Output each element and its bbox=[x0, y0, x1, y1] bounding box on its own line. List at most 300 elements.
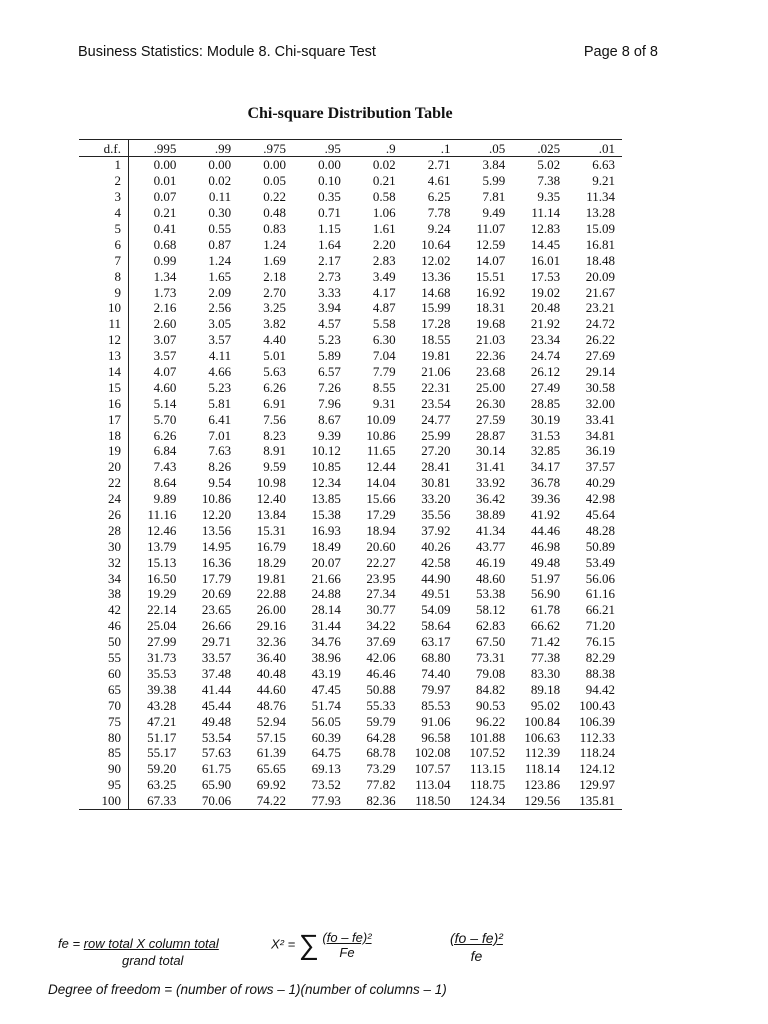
table-row bbox=[79, 713, 622, 729]
value-cell: 4.11 bbox=[208, 348, 232, 364]
value-cell: 53.54 bbox=[201, 729, 232, 745]
value-cell: 22.31 bbox=[421, 379, 451, 395]
value-cell: 55.33 bbox=[366, 697, 396, 713]
column-header-alpha: .025 bbox=[512, 140, 567, 157]
value-cell: 4.66 bbox=[208, 364, 232, 380]
value-cell: 73.31 bbox=[476, 650, 506, 666]
value-cell: 5.81 bbox=[208, 395, 232, 411]
fe-denominator: grand total bbox=[122, 953, 184, 968]
value-cell: 44.60 bbox=[256, 681, 286, 697]
table-row bbox=[79, 236, 622, 252]
value-cell: 27.34 bbox=[366, 586, 396, 602]
value-cell: 36.78 bbox=[530, 475, 561, 491]
value-cell: 31.53 bbox=[530, 427, 561, 443]
df-cell: 5 bbox=[79, 221, 129, 237]
value-cell: 10.86 bbox=[201, 491, 232, 507]
value-cell: 1.24 bbox=[208, 252, 232, 268]
value-cell: 22.27 bbox=[366, 554, 396, 570]
value-cell: 59.20 bbox=[147, 761, 177, 777]
value-cell: 102.08 bbox=[414, 745, 451, 761]
value-cell: 135.81 bbox=[567, 793, 622, 809]
fe-label: fe = bbox=[58, 936, 84, 951]
value-cell: 59.79 bbox=[366, 713, 396, 729]
value-cell: 12.20 bbox=[201, 507, 232, 523]
value-cell: 35.56 bbox=[421, 507, 451, 523]
value-cell: 118.75 bbox=[470, 777, 506, 793]
value-cell: 18.31 bbox=[476, 300, 506, 316]
value-cell: 34.81 bbox=[585, 427, 615, 443]
value-cell: 0.83 bbox=[263, 221, 286, 236]
value-cell: 0.10 bbox=[318, 173, 341, 189]
value-cell: 12.46 bbox=[147, 522, 177, 538]
value-cell: 0.01 bbox=[153, 173, 177, 189]
value-cell: 107.52 bbox=[469, 745, 506, 761]
df-cell: 100 bbox=[79, 793, 129, 809]
df-cell: 90 bbox=[79, 761, 129, 777]
value-cell: 6.25 bbox=[427, 189, 451, 205]
value-cell: 47.45 bbox=[311, 681, 341, 697]
value-cell: 20.48 bbox=[530, 300, 561, 316]
table-row bbox=[79, 221, 622, 237]
value-cell: 21.03 bbox=[476, 332, 506, 348]
summation-symbol: ∑ bbox=[298, 929, 319, 960]
value-cell: 42.58 bbox=[421, 554, 451, 570]
value-cell: 129.56 bbox=[512, 793, 567, 809]
value-cell: 112.39 bbox=[524, 745, 561, 761]
value-cell: 9.21 bbox=[592, 173, 615, 189]
table-row bbox=[79, 554, 622, 570]
value-cell: 70.06 bbox=[183, 793, 238, 809]
value-cell: 5.23 bbox=[208, 379, 232, 395]
value-cell: 7.01 bbox=[208, 427, 232, 443]
value-cell: 8.26 bbox=[208, 459, 232, 475]
value-cell: 31.73 bbox=[147, 650, 177, 666]
value-cell: 20.07 bbox=[311, 554, 341, 570]
column-header-alpha: .01 bbox=[567, 140, 622, 157]
table-row bbox=[79, 300, 622, 316]
table-row bbox=[79, 507, 622, 523]
value-cell: 14.95 bbox=[201, 538, 232, 554]
value-cell: 30.14 bbox=[476, 443, 506, 459]
value-cell: 6.91 bbox=[263, 395, 286, 411]
table-row bbox=[79, 443, 622, 459]
table-row bbox=[79, 475, 622, 491]
value-cell: 9.89 bbox=[153, 491, 177, 507]
value-cell: 6.84 bbox=[153, 443, 177, 459]
df-cell: 24 bbox=[79, 491, 129, 507]
value-cell: 68.80 bbox=[421, 650, 451, 666]
value-cell: 33.20 bbox=[421, 491, 451, 507]
table-row bbox=[79, 522, 622, 538]
value-cell: 18.94 bbox=[366, 522, 396, 538]
value-cell: 4.07 bbox=[153, 364, 177, 380]
chi-label: X² = bbox=[271, 936, 299, 952]
value-cell: 29.16 bbox=[256, 618, 286, 634]
value-cell: 63.17 bbox=[421, 634, 451, 650]
value-cell: 1.34 bbox=[153, 268, 177, 284]
chi-square-table bbox=[79, 139, 622, 810]
value-cell: 7.96 bbox=[318, 395, 341, 411]
value-cell: 37.48 bbox=[201, 665, 232, 681]
value-cell: 3.05 bbox=[208, 316, 232, 332]
value-cell: 50.89 bbox=[585, 538, 615, 554]
value-cell: 79.08 bbox=[476, 665, 506, 681]
value-cell: 9.49 bbox=[482, 205, 506, 221]
value-cell: 38.89 bbox=[476, 507, 506, 523]
table-row bbox=[79, 681, 622, 697]
value-cell: 49.48 bbox=[201, 713, 232, 729]
value-cell: 11.07 bbox=[476, 221, 506, 236]
value-cell: 12.83 bbox=[530, 221, 561, 236]
value-cell: 21.67 bbox=[585, 284, 615, 300]
table-row bbox=[79, 491, 622, 507]
value-cell: 14.04 bbox=[366, 475, 396, 491]
table-row bbox=[79, 666, 622, 682]
value-cell: 57.63 bbox=[201, 745, 232, 761]
value-cell: 30.19 bbox=[530, 411, 561, 427]
value-cell: 1.24 bbox=[263, 236, 286, 252]
value-cell: 56.05 bbox=[311, 713, 341, 729]
value-cell: 8.55 bbox=[372, 379, 396, 395]
value-cell: 100.43 bbox=[579, 697, 615, 713]
value-cell: 29.14 bbox=[585, 364, 615, 380]
value-cell: 44.46 bbox=[530, 522, 561, 538]
value-cell: 37.69 bbox=[366, 634, 396, 650]
table-row bbox=[79, 379, 622, 395]
value-cell: 13.36 bbox=[421, 268, 451, 284]
value-cell: 25.00 bbox=[476, 379, 506, 395]
df-cell: 38 bbox=[79, 586, 129, 602]
value-cell: 74.40 bbox=[421, 665, 451, 681]
value-cell: 58.12 bbox=[476, 602, 506, 618]
df-cell: 15 bbox=[79, 379, 129, 395]
value-cell: 45.64 bbox=[585, 507, 615, 523]
value-cell: 5.70 bbox=[153, 411, 177, 427]
value-cell: 107.57 bbox=[414, 761, 451, 777]
value-cell: 8.23 bbox=[263, 427, 286, 443]
value-cell: 112.33 bbox=[579, 729, 615, 745]
value-cell: 2.60 bbox=[153, 316, 177, 332]
value-cell: 23.54 bbox=[421, 395, 451, 411]
value-cell: 82.36 bbox=[348, 793, 403, 809]
table-row bbox=[79, 252, 622, 268]
value-cell: 23.21 bbox=[585, 300, 615, 316]
value-cell: 2.71 bbox=[427, 157, 451, 173]
value-cell: 113.04 bbox=[415, 777, 451, 793]
value-cell: 67.50 bbox=[476, 634, 506, 650]
value-cell: 52.94 bbox=[256, 713, 286, 729]
value-cell: 53.49 bbox=[585, 554, 615, 570]
value-cell: 14.68 bbox=[421, 284, 451, 300]
value-cell: 9.35 bbox=[537, 189, 561, 205]
value-cell: 66.21 bbox=[585, 602, 615, 618]
value-cell: 3.57 bbox=[153, 348, 177, 364]
df-cell: 28 bbox=[79, 522, 129, 538]
table-row bbox=[79, 332, 622, 348]
table-row bbox=[79, 157, 622, 173]
value-cell: 18.29 bbox=[256, 554, 286, 570]
value-cell: 16.81 bbox=[585, 236, 615, 252]
value-cell: 43.77 bbox=[476, 538, 506, 554]
value-cell: 124.12 bbox=[579, 761, 615, 777]
value-cell: 51.74 bbox=[311, 697, 341, 713]
table-row bbox=[79, 268, 622, 284]
df-cell: 11 bbox=[79, 316, 129, 332]
value-cell: 7.26 bbox=[318, 379, 341, 395]
value-cell: 33.41 bbox=[585, 411, 615, 427]
value-cell: 90.53 bbox=[476, 697, 506, 713]
value-cell: 3.33 bbox=[318, 284, 341, 300]
value-cell: 0.68 bbox=[153, 236, 177, 252]
value-cell: 15.66 bbox=[366, 491, 396, 507]
value-cell: 23.34 bbox=[530, 332, 561, 348]
value-cell: 26.66 bbox=[201, 618, 232, 634]
value-cell: 61.16 bbox=[585, 586, 615, 602]
value-cell: 4.40 bbox=[263, 332, 286, 348]
value-cell: 69.92 bbox=[256, 777, 286, 793]
value-cell: 2.09 bbox=[208, 284, 232, 300]
value-cell: 18.48 bbox=[585, 252, 615, 268]
df-cell: 20 bbox=[79, 459, 129, 475]
value-cell: 46.98 bbox=[530, 538, 561, 554]
value-cell: 12.59 bbox=[476, 236, 506, 252]
column-header-alpha: .1 bbox=[403, 140, 458, 157]
value-cell: 35.53 bbox=[147, 665, 177, 681]
df-cell: 6 bbox=[79, 236, 129, 252]
value-cell: 0.87 bbox=[208, 236, 232, 252]
value-cell: 1.64 bbox=[318, 236, 341, 252]
df-cell: 26 bbox=[79, 507, 129, 523]
value-cell: 44.90 bbox=[421, 570, 451, 586]
value-cell: 16.79 bbox=[256, 538, 286, 554]
df-cell: 65 bbox=[79, 681, 129, 697]
term-numerator: (fo – fe)² bbox=[450, 930, 503, 946]
value-cell: 33.57 bbox=[201, 650, 232, 666]
value-cell: 43.28 bbox=[147, 697, 177, 713]
value-cell: 66.62 bbox=[530, 618, 561, 634]
value-cell: 3.82 bbox=[263, 316, 286, 332]
df-cell: 3 bbox=[79, 189, 129, 205]
df-cell: 9 bbox=[79, 284, 129, 300]
value-cell: 118.14 bbox=[524, 761, 561, 777]
value-cell: 11.16 bbox=[147, 507, 177, 523]
fe-numerator: row total X column total bbox=[83, 936, 219, 951]
value-cell: 58.64 bbox=[421, 618, 451, 634]
df-cell: 14 bbox=[79, 364, 129, 380]
value-cell: 50.88 bbox=[366, 681, 396, 697]
value-cell: 48.28 bbox=[585, 522, 615, 538]
value-cell: 32.85 bbox=[530, 443, 561, 459]
value-cell: 40.48 bbox=[256, 665, 286, 681]
value-cell: 49.51 bbox=[421, 586, 451, 602]
value-cell: 62.83 bbox=[476, 618, 506, 634]
value-cell: 24.88 bbox=[311, 586, 341, 602]
df-cell: 13 bbox=[79, 348, 129, 364]
value-cell: 1.15 bbox=[318, 221, 341, 236]
value-cell: 40.26 bbox=[421, 538, 451, 554]
value-cell: 8.91 bbox=[263, 443, 286, 459]
value-cell: 48.60 bbox=[476, 570, 506, 586]
value-cell: 57.15 bbox=[256, 729, 286, 745]
value-cell: 12.02 bbox=[421, 252, 451, 268]
column-header-alpha: .99 bbox=[183, 140, 238, 157]
table-row bbox=[79, 459, 622, 475]
value-cell: 0.07 bbox=[153, 189, 177, 205]
value-cell: 2.16 bbox=[153, 300, 177, 316]
chi-square-formula bbox=[271, 930, 372, 960]
value-cell: 34.76 bbox=[311, 634, 341, 650]
value-cell: 101.88 bbox=[469, 729, 506, 745]
value-cell: 5.99 bbox=[482, 173, 506, 189]
table-row bbox=[79, 538, 622, 554]
value-cell: 27.99 bbox=[147, 634, 177, 650]
table-row bbox=[79, 602, 622, 618]
value-cell: 9.31 bbox=[372, 395, 396, 411]
value-cell: 15.51 bbox=[476, 268, 506, 284]
value-cell: 23.95 bbox=[366, 570, 396, 586]
value-cell: 51.97 bbox=[530, 570, 561, 586]
value-cell: 15.99 bbox=[421, 300, 451, 316]
value-cell: 82.29 bbox=[585, 650, 615, 666]
value-cell: 0.30 bbox=[208, 205, 232, 221]
value-cell: 23.65 bbox=[201, 602, 232, 618]
df-cell: 70 bbox=[79, 697, 129, 713]
table-row bbox=[79, 570, 622, 586]
value-cell: 34.22 bbox=[366, 618, 396, 634]
value-cell: 20.69 bbox=[201, 586, 232, 602]
value-cell: 9.24 bbox=[427, 221, 451, 236]
value-cell: 7.38 bbox=[537, 173, 561, 189]
value-cell: 17.53 bbox=[530, 268, 561, 284]
value-cell: 9.39 bbox=[318, 427, 341, 443]
expected-frequency-formula bbox=[58, 936, 219, 968]
value-cell: 10.64 bbox=[421, 236, 451, 252]
value-cell: 13.84 bbox=[256, 507, 286, 523]
value-cell: 42.06 bbox=[366, 650, 396, 666]
value-cell: 30.77 bbox=[366, 602, 396, 618]
value-cell: 1.06 bbox=[372, 205, 396, 221]
column-header-alpha: .95 bbox=[293, 140, 348, 157]
value-cell: 25.99 bbox=[421, 427, 451, 443]
value-cell: 7.43 bbox=[153, 459, 177, 475]
table-row bbox=[79, 173, 622, 189]
value-cell: 0.00 bbox=[263, 157, 286, 173]
value-cell: 24.74 bbox=[530, 348, 561, 364]
df-cell: 30 bbox=[79, 538, 129, 554]
value-cell: 84.82 bbox=[476, 681, 506, 697]
value-cell: 123.86 bbox=[524, 777, 561, 793]
df-cell: 16 bbox=[79, 395, 129, 411]
value-cell: 41.44 bbox=[201, 681, 232, 697]
value-cell: 46.19 bbox=[476, 554, 506, 570]
value-cell: 55.17 bbox=[147, 745, 177, 761]
value-cell: 51.17 bbox=[147, 729, 177, 745]
table-row bbox=[79, 793, 622, 809]
value-cell: 83.30 bbox=[530, 665, 561, 681]
value-cell: 0.02 bbox=[372, 157, 396, 173]
value-cell: 5.63 bbox=[263, 364, 286, 380]
value-cell: 95.02 bbox=[530, 697, 561, 713]
value-cell: 118.50 bbox=[403, 793, 458, 809]
value-cell: 9.59 bbox=[263, 459, 286, 475]
value-cell: 6.30 bbox=[372, 332, 396, 348]
chi-term-formula bbox=[450, 930, 503, 964]
value-cell: 16.01 bbox=[530, 252, 561, 268]
value-cell: 4.87 bbox=[372, 300, 396, 316]
value-cell: 1.73 bbox=[153, 284, 177, 300]
table-row bbox=[79, 777, 622, 793]
value-cell: 30.81 bbox=[421, 475, 451, 491]
value-cell: 15.31 bbox=[256, 522, 286, 538]
df-cell: 10 bbox=[79, 300, 129, 316]
value-cell: 15.09 bbox=[585, 221, 615, 236]
value-cell: 26.12 bbox=[530, 364, 561, 380]
value-cell: 6.63 bbox=[592, 157, 615, 173]
value-cell: 73.52 bbox=[311, 777, 341, 793]
value-cell: 118.24 bbox=[579, 745, 615, 761]
value-cell: 2.70 bbox=[263, 284, 286, 300]
value-cell: 0.55 bbox=[208, 221, 232, 236]
value-cell: 32.36 bbox=[256, 634, 286, 650]
value-cell: 43.19 bbox=[311, 665, 341, 681]
value-cell: 3.94 bbox=[318, 300, 341, 316]
degrees-of-freedom-formula: Degree of freedom = (number of rows – 1)(number of columns – 1) bbox=[48, 982, 447, 997]
table-header-row bbox=[79, 140, 622, 157]
value-cell: 74.22 bbox=[238, 793, 293, 809]
value-cell: 5.58 bbox=[372, 316, 396, 332]
value-cell: 33.92 bbox=[476, 475, 506, 491]
value-cell: 76.15 bbox=[585, 634, 615, 650]
chi-denominator: Fe bbox=[339, 945, 355, 960]
value-cell: 106.39 bbox=[579, 713, 615, 729]
df-cell: 4 bbox=[79, 205, 129, 221]
table-row bbox=[79, 427, 622, 443]
value-cell: 0.99 bbox=[153, 252, 177, 268]
value-cell: 5.14 bbox=[153, 395, 177, 411]
value-cell: 14.45 bbox=[530, 236, 561, 252]
value-cell: 13.85 bbox=[311, 491, 341, 507]
value-cell: 11.65 bbox=[366, 443, 396, 459]
value-cell: 4.61 bbox=[427, 173, 451, 189]
table-row bbox=[79, 316, 622, 332]
value-cell: 13.28 bbox=[585, 205, 615, 221]
value-cell: 17.29 bbox=[366, 507, 396, 523]
value-cell: 6.26 bbox=[153, 427, 177, 443]
df-cell: 19 bbox=[79, 443, 129, 459]
value-cell: 0.48 bbox=[263, 205, 286, 221]
df-cell: 8 bbox=[79, 268, 129, 284]
value-cell: 3.07 bbox=[153, 332, 177, 348]
value-cell: 85.53 bbox=[421, 697, 451, 713]
value-cell: 42.98 bbox=[585, 491, 615, 507]
value-cell: 21.66 bbox=[311, 570, 341, 586]
value-cell: 31.41 bbox=[476, 459, 506, 475]
value-cell: 7.81 bbox=[482, 189, 506, 205]
table-row bbox=[79, 189, 622, 205]
value-cell: 2.20 bbox=[372, 236, 396, 252]
value-cell: 19.68 bbox=[476, 316, 506, 332]
value-cell: 28.85 bbox=[530, 395, 561, 411]
value-cell: 16.92 bbox=[476, 284, 506, 300]
table-row bbox=[79, 618, 622, 634]
value-cell: 18.49 bbox=[311, 538, 341, 554]
value-cell: 21.06 bbox=[421, 364, 451, 380]
value-cell: 2.83 bbox=[372, 252, 396, 268]
value-cell: 10.86 bbox=[366, 427, 396, 443]
value-cell: 0.00 bbox=[318, 157, 341, 173]
value-cell: 29.71 bbox=[201, 634, 232, 650]
value-cell: 56.06 bbox=[585, 570, 615, 586]
